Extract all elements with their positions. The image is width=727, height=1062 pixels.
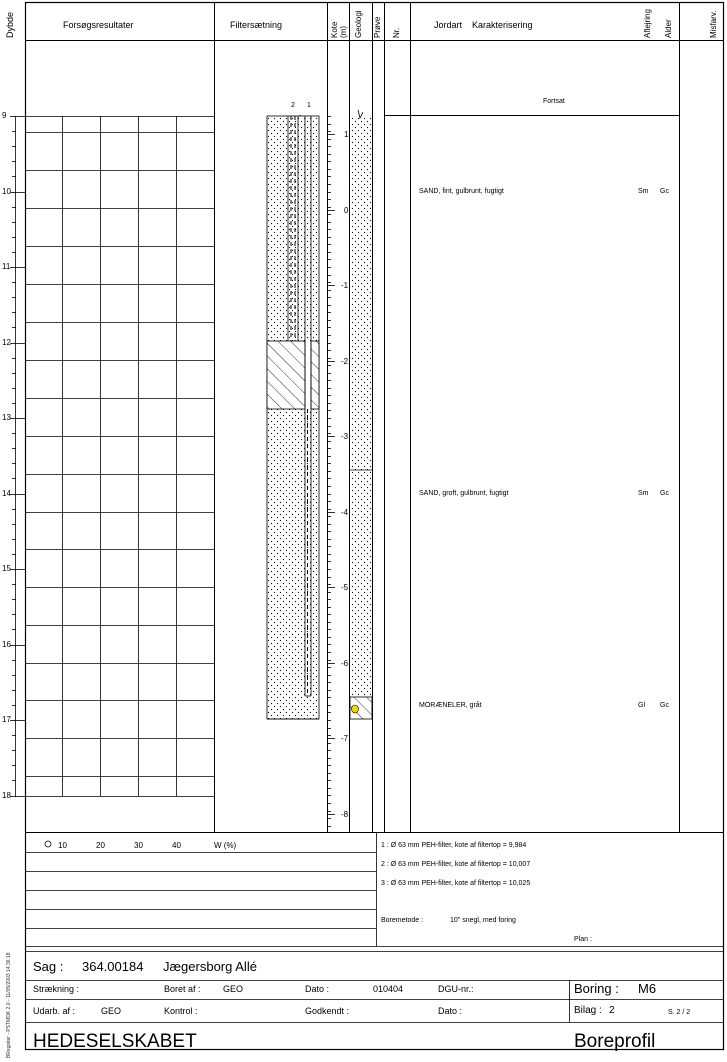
depth-label: 13 — [2, 412, 11, 422]
filter-note-1: 1 : Ø 63 mm PEH-filter, kote af filtertop = 9,984 — [381, 842, 527, 849]
header-forsoegsresultater: Forsøgsresultater — [63, 20, 134, 30]
dato2-label: Dato : — [438, 1006, 463, 1016]
filter-note-2: 2 : Ø 63 mm PEH-filter, kote af filtertop = 10,007 — [381, 861, 531, 868]
axis-unit: W (%) — [214, 841, 237, 850]
dgu-label: DGU-nr.: — [438, 984, 474, 994]
document-title: Boreprofil — [574, 1031, 656, 1052]
filter-column-graphic — [267, 115, 319, 719]
layer-1-description: SAND, fint, gulbrunt, fugtigt — [419, 188, 504, 195]
bilag-label: Bilag : — [574, 1005, 602, 1016]
kote-label: -7 — [341, 733, 349, 743]
filter-label-2: 2 — [291, 102, 295, 109]
header-jordart: Jordart — [434, 20, 463, 30]
layer-1-alder: Gc — [660, 188, 669, 195]
sag-label: Sag : — [33, 959, 64, 974]
depth-label: 18 — [2, 790, 11, 800]
depth-label: 11 — [2, 261, 11, 271]
layer-2-description: SAND, groft, gulbrunt, fugtigt — [419, 490, 509, 497]
layer-3-alder: Gc — [660, 702, 669, 709]
kote-label: 0 — [344, 205, 349, 215]
header-misfarv: Misfarv. — [709, 10, 718, 38]
depth-label: 17 — [2, 714, 11, 724]
layer-2-alder: Gc — [660, 490, 669, 497]
dato-label: Dato : — [305, 984, 330, 994]
sag-name: Jægersborg Allé — [163, 959, 257, 974]
filter-note-3: 3 : Ø 63 mm PEH-filter, kote af filtertop = 10,025 — [381, 880, 531, 887]
fortsat-label: Fortsat — [543, 98, 565, 105]
depth-label: 14 — [2, 488, 11, 498]
kote-label: -6 — [341, 658, 349, 668]
depth-label: 12 — [2, 337, 11, 347]
geology-column-graphic — [350, 110, 372, 719]
header-kote: Kote — [330, 21, 339, 38]
header-alder: Alder — [664, 19, 673, 38]
boremetode-label: Boremetode : — [381, 917, 424, 924]
bilag-value: 2 — [609, 1005, 615, 1016]
depth-label: 16 — [2, 639, 11, 649]
layer-3-description: MORÆNELER, gråt — [419, 702, 482, 709]
kote-label: -5 — [341, 582, 349, 592]
header-karakterisering: Karakterisering — [472, 20, 533, 30]
header-aflejring: Aflejring — [643, 9, 652, 38]
boret-af-label: Boret af : — [164, 984, 201, 994]
kote-label: -8 — [341, 809, 349, 819]
axis-tick-10: 10 — [58, 841, 67, 850]
udarb-label: Udarb. af : — [33, 1006, 76, 1016]
boring-value: M6 — [638, 981, 657, 996]
kote-label: -1 — [341, 280, 349, 290]
header-proeve: Prøve — [373, 16, 382, 38]
depth-label: 10 — [2, 186, 11, 196]
kote-scale — [327, 117, 335, 827]
kote-label: -4 — [341, 507, 349, 517]
axis-tick-30: 30 — [134, 841, 143, 850]
boremetode-value: 10" snegl, med foring — [450, 917, 516, 924]
kote-label: -2 — [341, 356, 349, 366]
boret-af-value: GEO — [223, 984, 244, 994]
kote-label: -3 — [341, 431, 349, 441]
water-content-marker — [45, 841, 51, 847]
header-dybde: Dybde — [5, 11, 15, 38]
kote-label: 1 — [344, 129, 349, 139]
depth-label: 15 — [2, 563, 11, 573]
sag-number: 364.00184 — [82, 959, 144, 974]
header-kote-unit: (m) — [339, 26, 348, 38]
dato-value: 010404 — [373, 984, 404, 994]
page-label: S. 2 / 2 — [668, 1009, 691, 1016]
layer-1-aflejring: Sm — [638, 188, 649, 195]
header-geologi: Geologi — [354, 10, 363, 38]
side-note: BRegister - PSTMDK 2.0 - 11/05/2003 14:36:18 — [6, 952, 12, 1058]
axis-tick-20: 20 — [96, 841, 105, 850]
depth-scale — [10, 116, 26, 797]
godkendt-label: Godkendt : — [305, 1006, 350, 1016]
header-filtersaetning: Filtersætning — [230, 20, 283, 30]
udarb-value: GEO — [101, 1006, 122, 1016]
filter-label-1: 1 — [307, 102, 311, 109]
company-name: HEDESELSKABET — [33, 1031, 197, 1052]
boring-label: Boring : — [574, 981, 619, 996]
layer-3-aflejring: Gl — [638, 702, 645, 709]
results-grid — [25, 116, 215, 797]
kontrol-label: Kontrol : — [164, 1006, 198, 1016]
plan-label: Plan : — [574, 936, 592, 943]
header-nr: Nr. — [392, 27, 401, 38]
axis-tick-40: 40 — [172, 841, 181, 850]
straekning-label: Strækning : — [33, 984, 80, 994]
layer-2-aflejring: Sm — [638, 490, 649, 497]
depth-label: 9 — [2, 110, 7, 120]
